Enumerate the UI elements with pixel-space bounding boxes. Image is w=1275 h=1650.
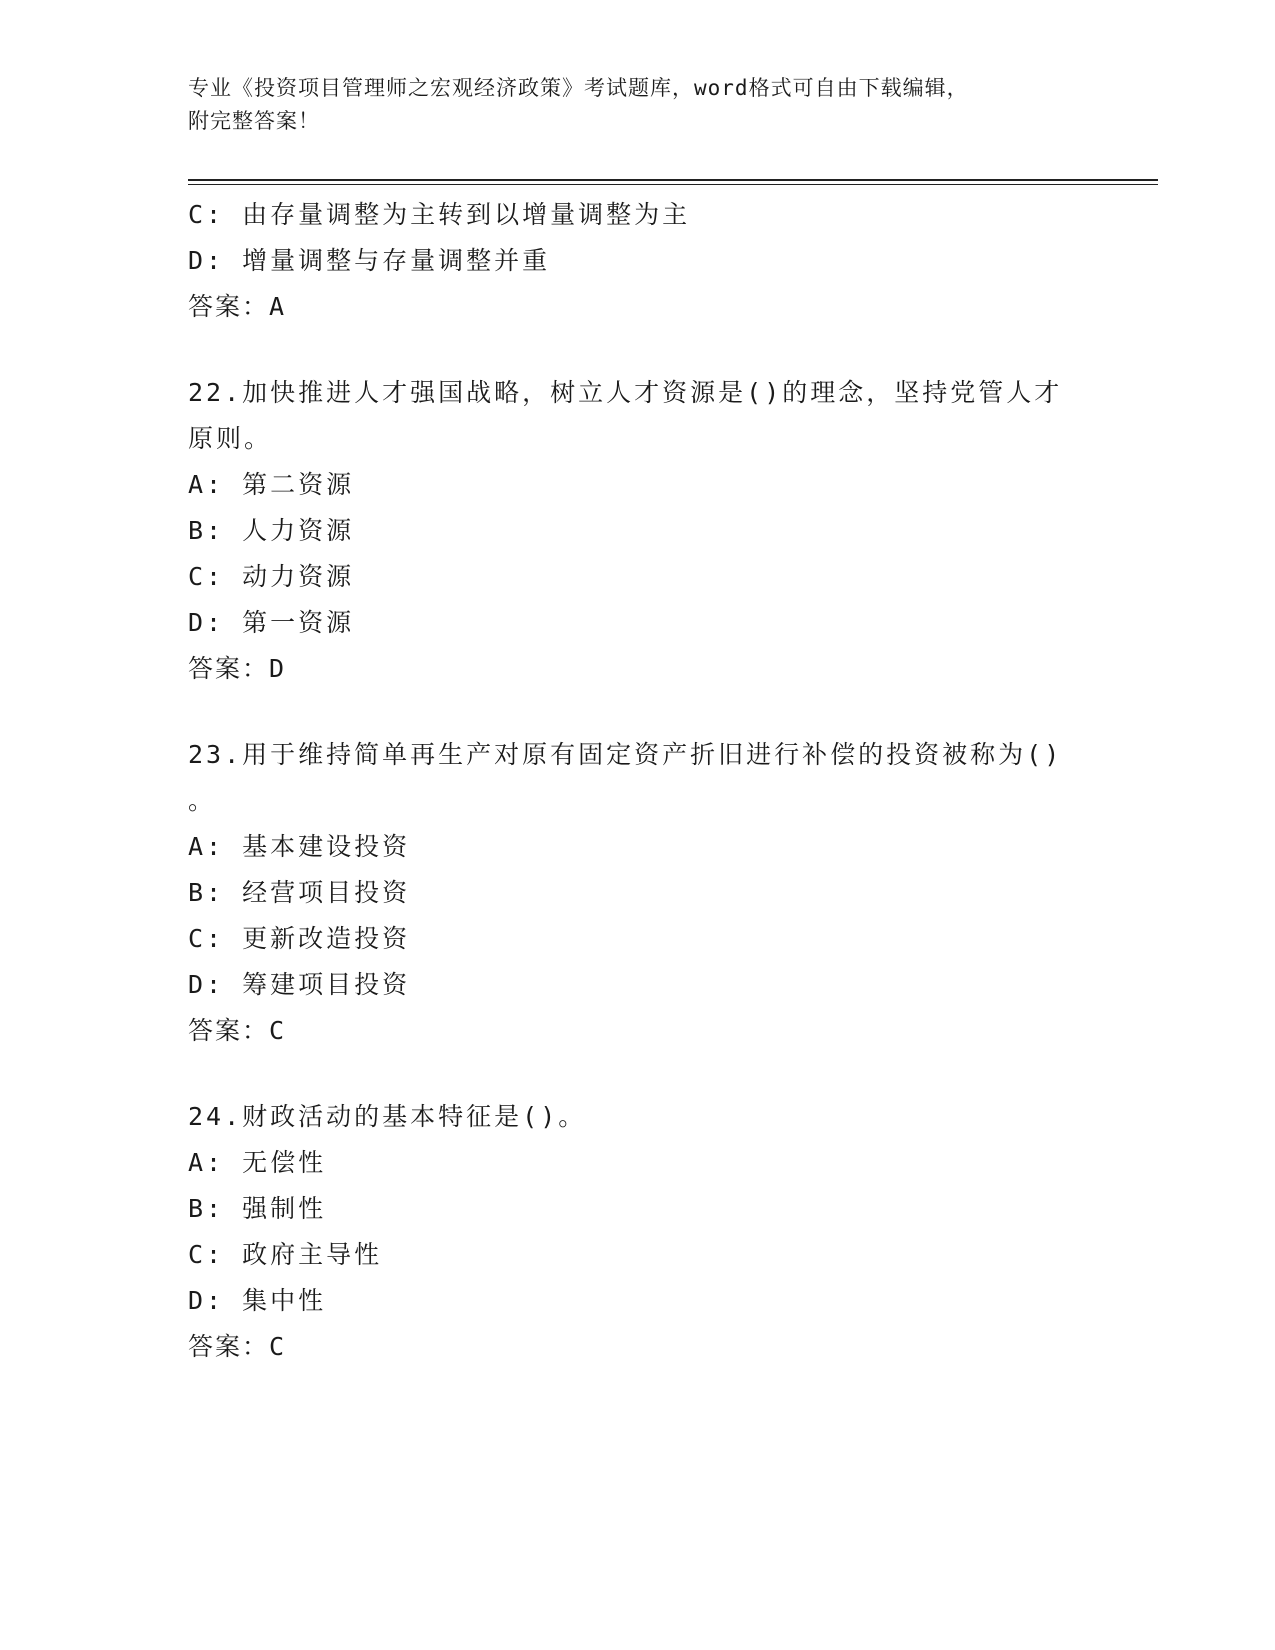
header-line-1: 专业《投资项目管理师之宏观经济政策》考试题库，word格式可自由下载编辑， xyxy=(188,76,969,100)
question-22-option-d: D: 第一资源 xyxy=(188,608,355,637)
prev-option-d: D: 增量调整与存量调整并重 xyxy=(188,246,551,275)
question-24-option-d: D: 集中性 xyxy=(188,1286,327,1315)
question-22-text-line-1: 22.加快推进人才强国战略，树立人才资源是()的理念，坚持党管人才 xyxy=(188,378,1063,407)
prev-answer: 答案：A xyxy=(188,292,287,321)
question-24-answer: 答案：C xyxy=(188,1332,287,1361)
question-24-option-a: A: 无偿性 xyxy=(188,1148,327,1177)
question-22-answer: 答案：D xyxy=(188,654,287,683)
question-22-option-b: B: 人力资源 xyxy=(188,516,355,545)
question-24-text: 24.财政活动的基本特征是()。 xyxy=(188,1102,587,1131)
question-23-option-b: B: 经营项目投资 xyxy=(188,878,411,907)
question-23-text-line-1: 23.用于维持简单再生产对原有固定资产折旧进行补偿的投资被称为() xyxy=(188,740,1063,769)
prev-option-c: C: 由存量调整为主转到以增量调整为主 xyxy=(188,200,691,229)
spacer xyxy=(188,692,1088,732)
header-rule-thin xyxy=(188,184,1158,185)
question-23-option-c: C: 更新改造投资 xyxy=(188,924,411,953)
question-23-text-line-2: 。 xyxy=(188,786,217,815)
question-22-option-c: C: 动力资源 xyxy=(188,562,355,591)
question-22-text-line-2: 原则。 xyxy=(188,424,273,453)
header-line-2: 附完整答案！ xyxy=(188,109,320,133)
document-header xyxy=(188,72,1068,138)
spacer xyxy=(188,330,1088,370)
header-rule-thick xyxy=(188,179,1158,181)
question-23-option-a: A: 基本建设投资 xyxy=(188,832,411,861)
question-24-option-b: B: 强制性 xyxy=(188,1194,327,1223)
question-24-option-c: C: 政府主导性 xyxy=(188,1240,383,1269)
question-23-answer: 答案：C xyxy=(188,1016,287,1045)
question-content xyxy=(188,192,1088,1370)
question-22-option-a: A: 第二资源 xyxy=(188,470,355,499)
spacer xyxy=(188,1054,1088,1094)
question-23-option-d: D: 筹建项目投资 xyxy=(188,970,411,999)
